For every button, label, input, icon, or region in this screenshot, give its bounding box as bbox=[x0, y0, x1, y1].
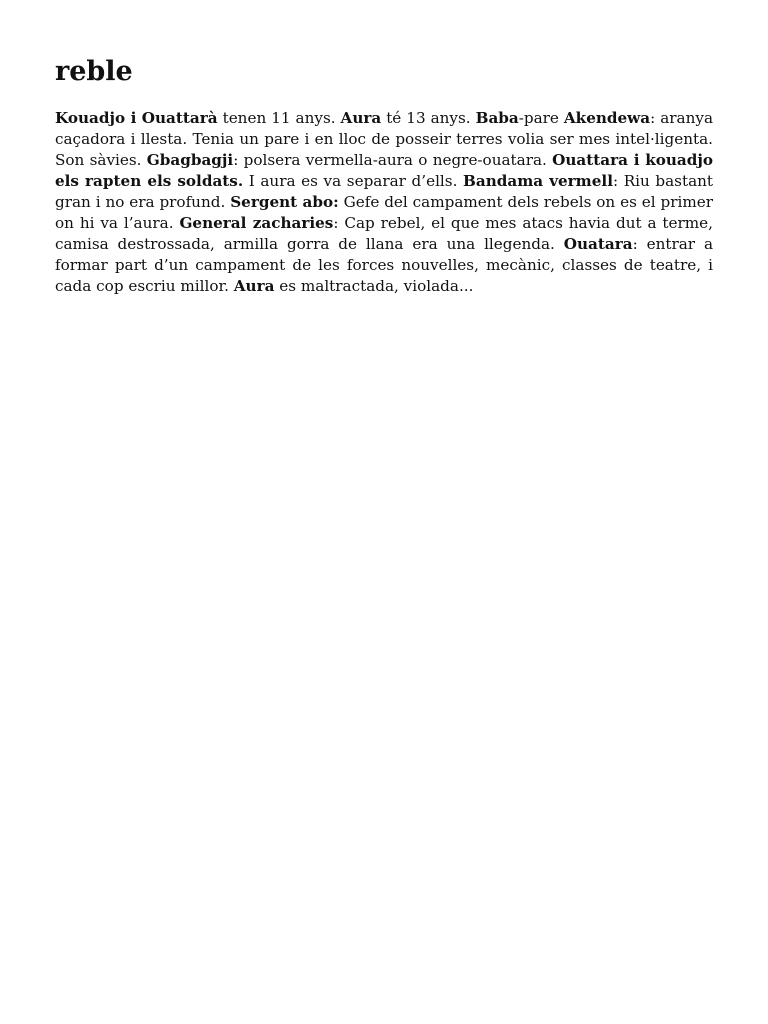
paragraph-segment: : entrar a formar part d’un campament de les forces nouvelles, mecànic, classes de teatre, i cada cop escriu millor. bbox=[55, 235, 718, 295]
paragraph-segment: Sergent abo: bbox=[230, 193, 339, 211]
paragraph-segment: : aranya caçadora i llesta. Tenia un pare i en lloc de posseir terres volia ser mes intel·ligenta. Son sàvies. bbox=[55, 109, 718, 169]
paragraph-segment: Baba bbox=[475, 109, 519, 127]
paragraph-segment: es maltractada, violada... bbox=[274, 277, 474, 295]
paragraph-segment: : Riu bastant gran i no era profund. bbox=[55, 172, 718, 211]
document-title: reble bbox=[55, 56, 133, 87]
paragraph-segment: -pare bbox=[518, 109, 564, 127]
paragraph-segment: Kouadjo i Ouattarà bbox=[55, 109, 218, 127]
paragraph-segment: : Cap rebel, el que mes atacs havia dut a terme, camisa destrossada, armilla gorra de llana era una llegenda. bbox=[55, 214, 718, 253]
paragraph-segment: Akendewa bbox=[563, 109, 651, 127]
document-paragraph bbox=[55, 108, 719, 297]
paragraph-segment: té 13 anys. bbox=[381, 109, 476, 127]
document-page bbox=[55, 52, 719, 297]
paragraph-segment: Gbagbagji bbox=[146, 151, 234, 169]
paragraph-segment: Aura bbox=[340, 109, 382, 127]
paragraph-segment: Aura bbox=[233, 277, 275, 295]
paragraph-segment: I aura es va separar d’ells. bbox=[243, 172, 464, 190]
paragraph-segment: Ouatara bbox=[563, 235, 633, 253]
paragraph-segment: Ouattara i kouadjo els rapten els soldats. bbox=[55, 151, 719, 190]
paragraph-segment: : polsera vermella-aura o negre-ouatara. bbox=[233, 151, 553, 169]
paragraph-segment: Bandama vermell bbox=[463, 172, 613, 190]
paragraph-segment: tenen 11 anys. bbox=[217, 109, 341, 127]
paragraph-segment: General zacharies bbox=[179, 214, 334, 232]
paragraph-segment: Gefe del campament dels rebels on es el primer on hi va l’aura. bbox=[55, 193, 718, 232]
